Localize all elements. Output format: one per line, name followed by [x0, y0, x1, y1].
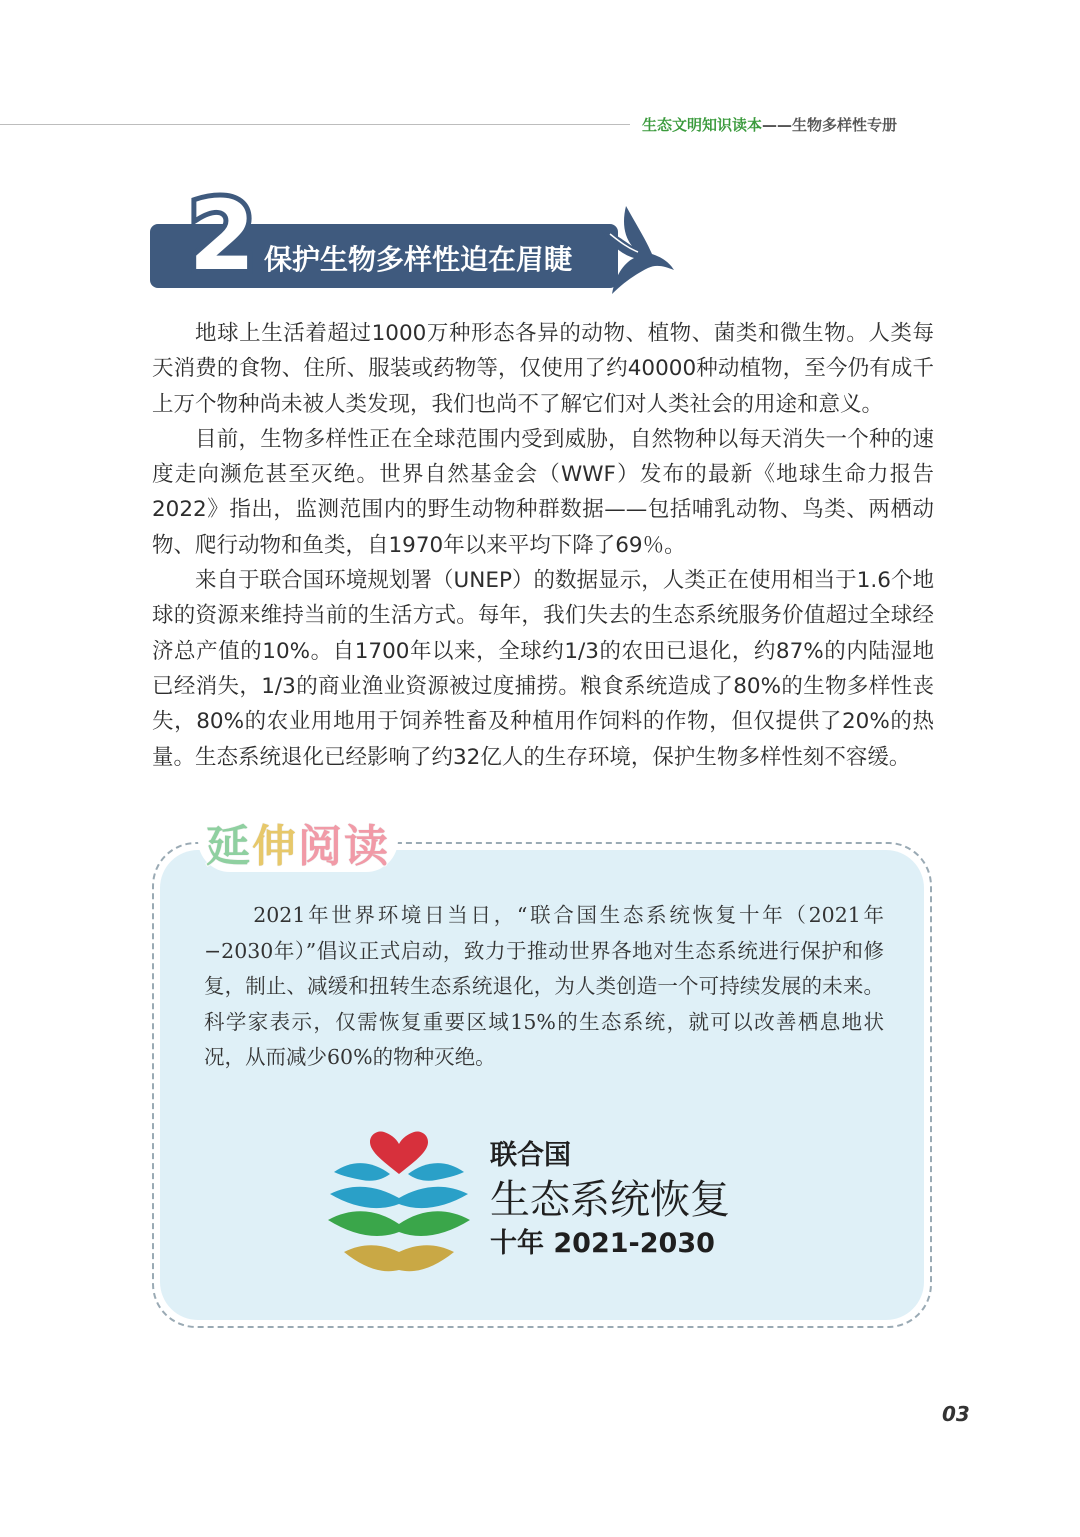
label-char-2: 伸: [252, 821, 298, 872]
paragraph-3: 来自于联合国环境规划署（UNEP）的数据显示，人类正在使用相当于1.6个地球的资源来维持当前的生活方式。每年，我们失去的生态系统服务价值超过全球经济总产值的10%。自1700年以来，全球约1/3的农田已退化，约87%的内陆湿地已经消失，1/3的商业渔业资源被过度捕捞。粮食系统造成了80%的生物多样性丧失，80%的农业用地用于饲养牲畜及种植用作饲料的作物，但仅提供了20%的热量。生态系统退化已经影响了约32亿人的生存环境，保护生物多样性刻不容缓。: [152, 568, 934, 770]
section-number-text: 2: [188, 180, 256, 292]
paragraph-2: 目前，生物多样性正在全球范围内受到威胁，自然物种以每天消失一个种的速度走向濒危甚至灭绝。世界自然基金会（WWF）发布的最新《地球生命力报告2022》指出，监测范围内的野生动物种群数据——包括哺乳动物、鸟类、两栖动物、爬行动物和鱼类，自1970年以来平均下降了69％。: [152, 426, 934, 558]
extended-reading-label: [206, 810, 390, 874]
label-char-1: 延: [206, 821, 252, 872]
series-subtitle: ——生物多样性专册: [762, 116, 898, 134]
section-title: 保护生物多样性迫在眉睫: [264, 243, 573, 276]
extended-reading-text: 2021年世界环境日当日，“联合国生态系统恢复十年（2021年−2030年）”倡议正式启动，致力于推动世界各地对生态系统进行保护和修复，制止、减缓和扭转生态系统退化，为人类创造一个可持续发展的未来。科学家表示，仅需恢复重要区域15%的生态系统，就可以改善栖息地状况，从而减少60%的物种灭绝。: [204, 903, 884, 1069]
logo-text: [490, 1138, 730, 1262]
logo-line-3: 十年 2021-2030: [490, 1228, 715, 1259]
header-rule: [0, 124, 630, 125]
label-char-3: 阅: [298, 821, 344, 872]
running-header: [642, 114, 897, 135]
section-number: [170, 180, 274, 292]
series-title: 生态文明知识读本: [642, 116, 763, 134]
paragraph-1: 地球上生活着超过1000万种形态各异的动物、植物、菌类和微生物。人类每天消费的食物、住所、服装或药物等，仅使用了约40000种动植物，至今仍有成千上万个物种尚未被人类发现，我们也尚不了解它们对人类社会的用途和意义。: [152, 321, 934, 417]
label-char-4: 读: [344, 821, 390, 872]
logo-line-2: 生态系统恢复: [490, 1177, 730, 1223]
logo-line-1: 联合国: [490, 1140, 571, 1171]
body-text: [152, 316, 934, 775]
bird-icon: [596, 202, 680, 298]
page-number: 03: [942, 1402, 970, 1426]
un-ecosystem-restoration-logo: [324, 1128, 474, 1288]
